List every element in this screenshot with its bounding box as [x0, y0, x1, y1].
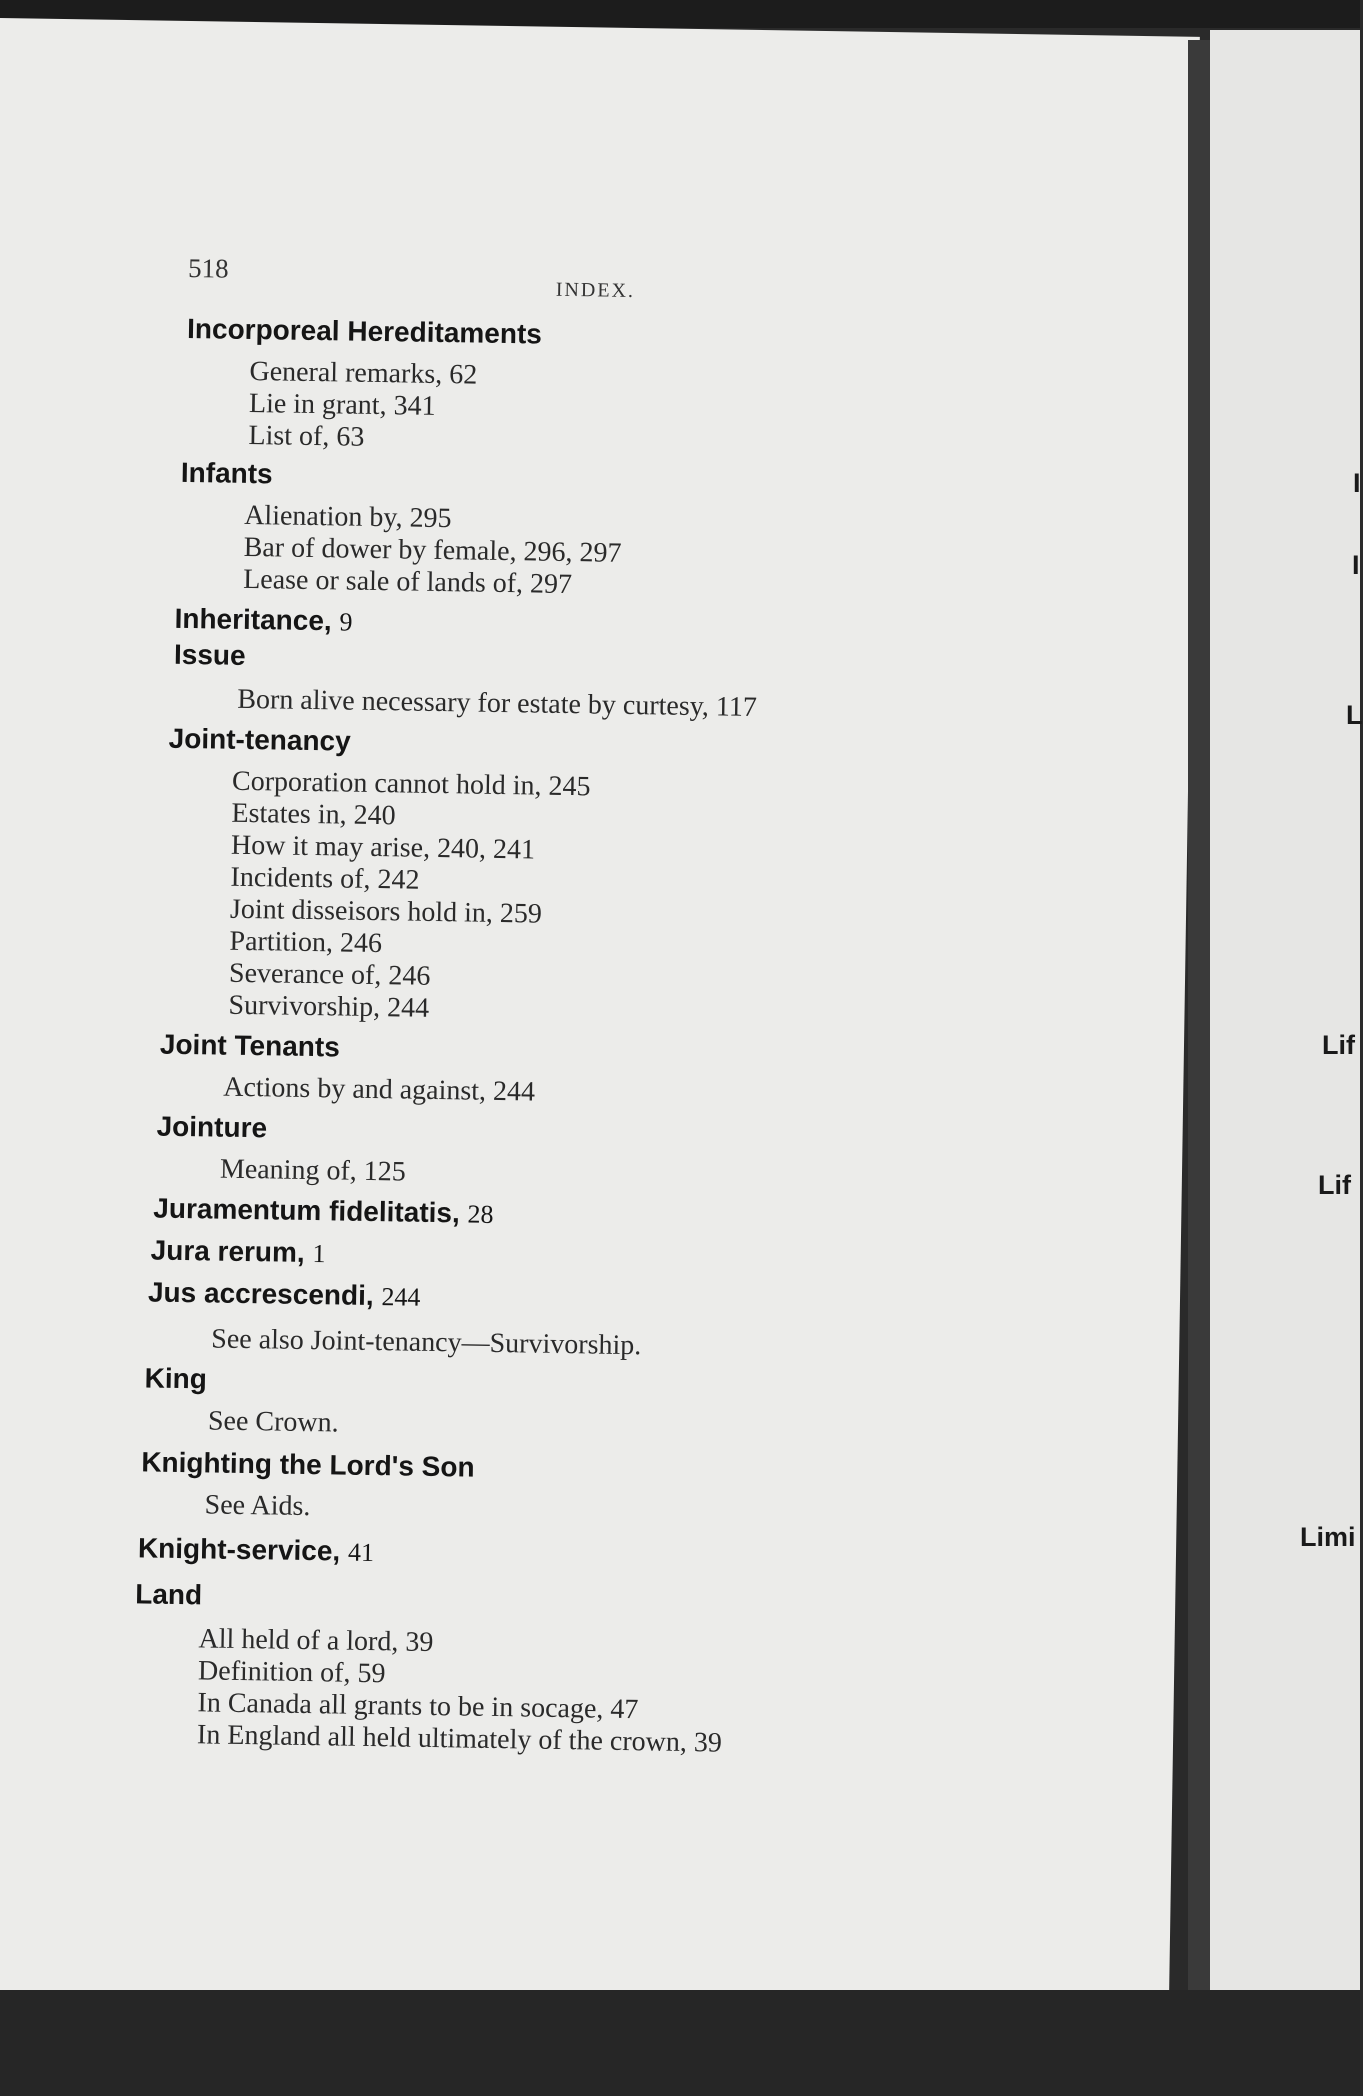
- index-heading: Knight-service, 41: [137, 1532, 375, 1568]
- index-subentry: See also Joint-tenancy—Survivorship.: [211, 1323, 642, 1362]
- index-subentry: Corporation cannot hold in, 245: [231, 765, 591, 803]
- index-heading: Inheritance, 9: [174, 602, 353, 637]
- index-heading: King: [144, 1362, 208, 1395]
- page-number: 518: [187, 252, 229, 284]
- index-subentry: Lie in grant, 341: [248, 387, 436, 422]
- index-subentry: Incidents of, 242: [230, 861, 420, 896]
- index-heading: Joint-tenancy: [168, 722, 351, 757]
- index-heading: Incorporeal Hereditaments: [186, 312, 543, 350]
- index-subentry: Survivorship, 244: [228, 989, 430, 1024]
- index-heading: Issue: [173, 638, 246, 671]
- facing-page-fragment: Lif: [1322, 1030, 1355, 1060]
- index-subentry: Alienation by, 295: [243, 499, 452, 535]
- index-subentry: General remarks, 62: [249, 355, 478, 391]
- running-head: INDEX.: [555, 278, 636, 303]
- index-subentry: Born alive necessary for estate by curtesy, 117: [237, 683, 758, 723]
- index-subentry: In England all held ultimately of the crown, 39: [196, 1719, 723, 1759]
- index-heading: Juramentum fidelitatis, 28: [153, 1192, 494, 1229]
- index-subentry: See Crown.: [207, 1405, 339, 1439]
- index-subentry: Bar of dower by female, 296, 297: [243, 531, 622, 569]
- index-heading: Jointure: [156, 1110, 268, 1144]
- index-subentry: Partition, 246: [229, 925, 383, 960]
- index-heading: Jus accrescendi, 244: [147, 1276, 421, 1312]
- facing-page-fragment: I: [1352, 550, 1360, 580]
- index-page-ref: 28: [467, 1199, 494, 1229]
- index-heading: Knighting the Lord's Son: [141, 1446, 475, 1483]
- index-subentry: In Canada all grants to be in socage, 47: [197, 1687, 639, 1726]
- index-page-ref: 9: [339, 607, 353, 637]
- index-heading: Joint Tenants: [159, 1028, 341, 1063]
- facing-page-fragment: L: [1346, 700, 1363, 730]
- index-subentry: All held of a lord, 39: [198, 1623, 434, 1659]
- index-page-ref: 41: [347, 1537, 375, 1568]
- book-gutter: [1188, 40, 1210, 2000]
- index-subentry: Actions by and against, 244: [222, 1071, 536, 1108]
- index-subentry: Lease or sale of lands of, 297: [242, 563, 573, 601]
- facing-page-fragment: I: [1353, 468, 1361, 498]
- index-heading: Land: [135, 1578, 203, 1611]
- index-subentry: Meaning of, 125: [219, 1153, 407, 1188]
- index-subentry: Definition of, 59: [197, 1655, 386, 1690]
- index-subentry: How it may arise, 240, 241: [230, 829, 536, 866]
- index-page: [0, 18, 1200, 2027]
- facing-page-edge: [1210, 30, 1363, 2005]
- index-page-ref: 1: [312, 1239, 326, 1269]
- index-subentry: See Aids.: [204, 1489, 311, 1523]
- index-page-ref: 244: [381, 1282, 421, 1312]
- index-subentry: Joint disseisors hold in, 259: [229, 893, 543, 930]
- index-heading: Jura rerum, 1: [150, 1234, 326, 1269]
- index-subentry: Severance of, 246: [228, 957, 431, 992]
- facing-page-fragment: Lif: [1318, 1170, 1351, 1200]
- facing-page-fragment: Limi: [1300, 1522, 1356, 1552]
- index-subentry: Estates in, 240: [231, 797, 396, 832]
- index-subentry: List of, 63: [248, 419, 365, 453]
- index-heading: Infants: [180, 456, 273, 490]
- scan-bottom-border: [0, 1990, 1360, 2096]
